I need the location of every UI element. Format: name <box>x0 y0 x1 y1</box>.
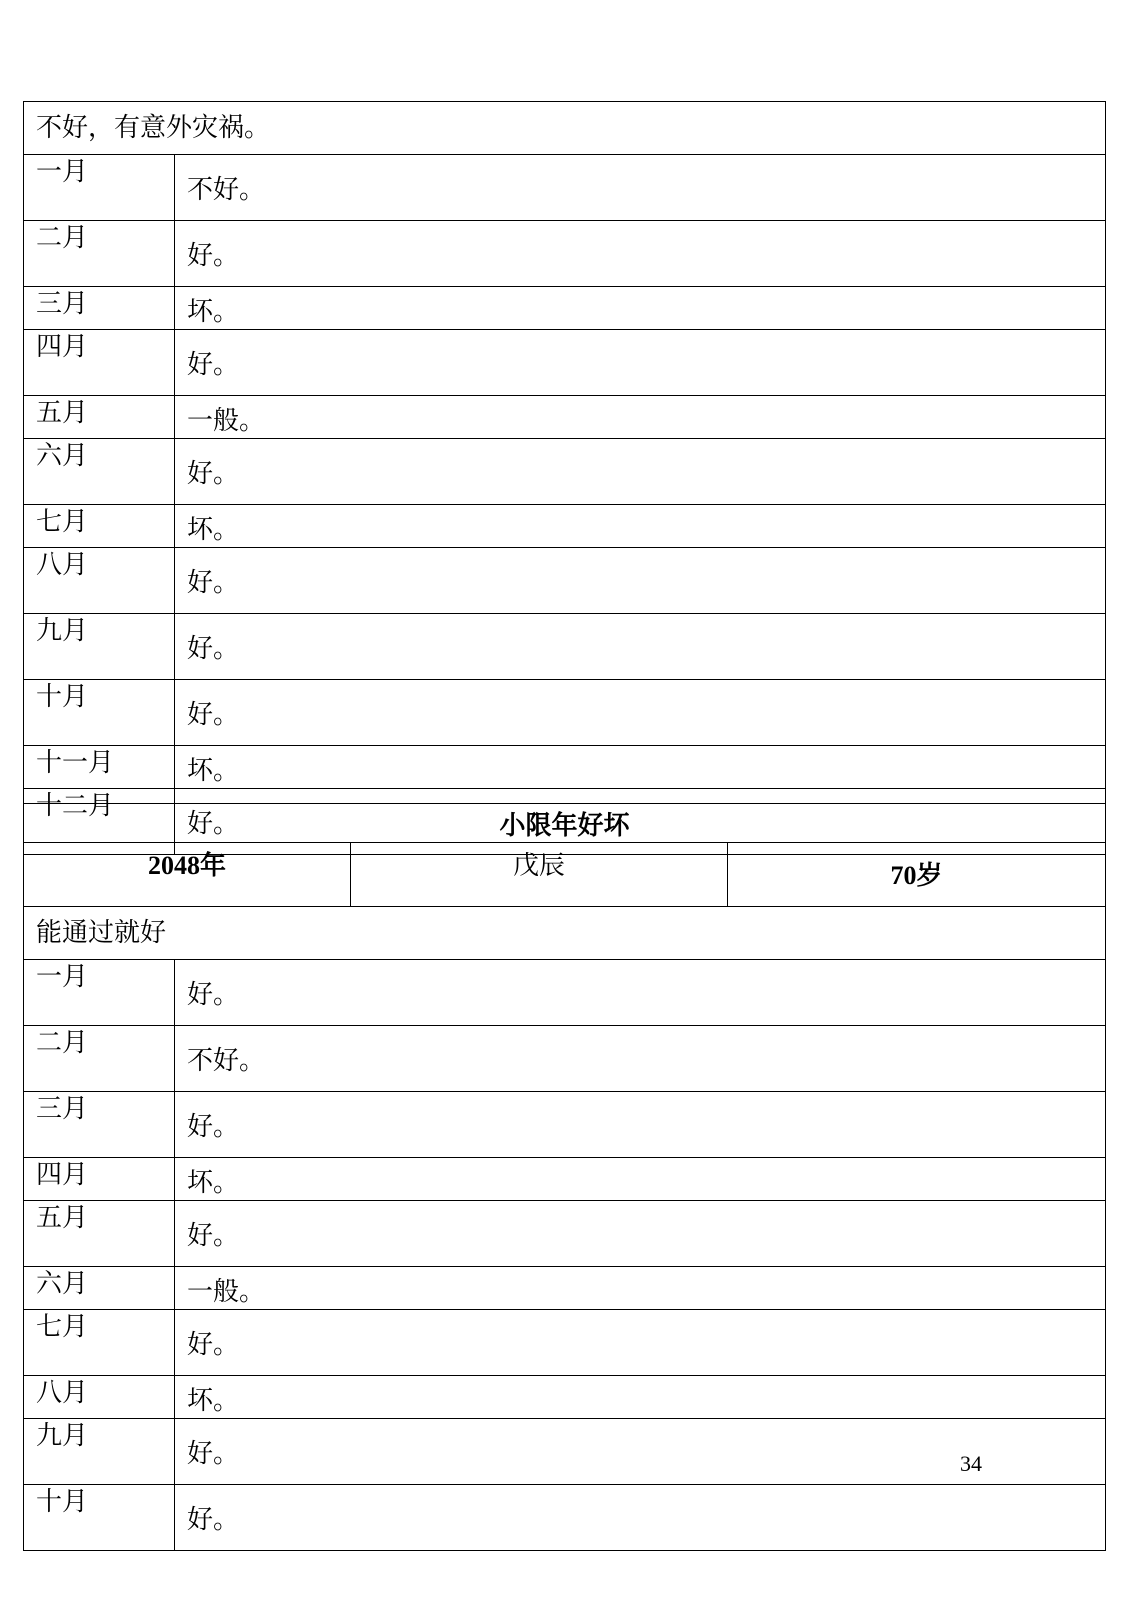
table-row <box>24 505 1106 548</box>
month-fortune: 坏。 <box>175 505 1106 548</box>
table-row <box>24 330 1106 396</box>
table-row <box>24 1419 1106 1485</box>
month-fortune: 好。 <box>175 1485 1106 1551</box>
month-label: 二月 <box>24 1026 175 1092</box>
table-row <box>24 960 1106 1026</box>
table-row <box>24 1201 1106 1267</box>
month-fortune: 好。 <box>175 1419 1106 1485</box>
month-fortune: 坏。 <box>175 287 1106 330</box>
table-row <box>24 287 1106 330</box>
summary-row <box>24 907 1106 960</box>
month-label: 五月 <box>24 1201 175 1267</box>
month-fortune: 一般。 <box>175 396 1106 439</box>
month-fortune: 坏。 <box>175 746 1106 789</box>
month-fortune: 不好。 <box>175 155 1106 221</box>
table-row <box>24 1026 1106 1092</box>
month-label: 三月 <box>24 287 175 330</box>
month-label: 六月 <box>24 1267 175 1310</box>
month-label: 二月 <box>24 221 175 287</box>
age-label: 70岁 <box>728 843 1106 907</box>
month-label: 十二月 <box>24 789 175 855</box>
table-row <box>24 1158 1106 1201</box>
month-label: 七月 <box>24 505 175 548</box>
table-row <box>24 1092 1106 1158</box>
summary-row <box>24 102 1106 155</box>
month-fortune: 好。 <box>175 1310 1106 1376</box>
month-label: 一月 <box>24 960 175 1026</box>
month-label: 八月 <box>24 1376 175 1419</box>
month-label: 五月 <box>24 396 175 439</box>
month-label: 十月 <box>24 1485 175 1551</box>
title-row <box>24 804 1106 843</box>
month-label: 六月 <box>24 439 175 505</box>
table-row <box>24 155 1106 221</box>
page-number: 34 <box>960 1451 982 1476</box>
year-summary: 不好，有意外灾祸。 <box>24 102 1106 155</box>
month-fortune: 好。 <box>175 439 1106 505</box>
table-row <box>24 1485 1106 1551</box>
month-fortune: 好。 <box>175 548 1106 614</box>
month-label: 十一月 <box>24 746 175 789</box>
month-label: 九月 <box>24 614 175 680</box>
table-row <box>24 1310 1106 1376</box>
table-row <box>24 614 1106 680</box>
info-row <box>24 843 1106 907</box>
table-title: 小限年好坏 <box>24 804 1106 843</box>
fortune-table-previous-year <box>23 101 1106 855</box>
table-row <box>24 396 1106 439</box>
table-row <box>24 680 1106 746</box>
table-row <box>24 548 1106 614</box>
month-label: 九月 <box>24 1419 175 1485</box>
month-label: 三月 <box>24 1092 175 1158</box>
month-label: 一月 <box>24 155 175 221</box>
month-label: 四月 <box>24 1158 175 1201</box>
table-row <box>24 746 1106 789</box>
month-fortune: 好。 <box>175 1201 1106 1267</box>
month-fortune: 好。 <box>175 789 1106 855</box>
month-fortune: 好。 <box>175 330 1106 396</box>
table-row <box>24 1376 1106 1419</box>
month-label: 七月 <box>24 1310 175 1376</box>
month-fortune: 好。 <box>175 614 1106 680</box>
month-fortune: 一般。 <box>175 1267 1106 1310</box>
month-label: 十月 <box>24 680 175 746</box>
month-fortune: 好。 <box>175 960 1106 1026</box>
year-label: 2048年 <box>24 843 351 907</box>
month-label: 八月 <box>24 548 175 614</box>
month-fortune: 不好。 <box>175 1026 1106 1092</box>
ganzhi-label: 戊辰 <box>351 843 728 907</box>
month-label: 四月 <box>24 330 175 396</box>
month-fortune: 好。 <box>175 1092 1106 1158</box>
table-row <box>24 221 1106 287</box>
fortune-table-2048 <box>23 803 1106 1551</box>
month-fortune: 坏。 <box>175 1158 1106 1201</box>
month-fortune: 好。 <box>175 221 1106 287</box>
table-row <box>24 1267 1106 1310</box>
year-summary: 能通过就好 <box>24 907 1106 960</box>
month-fortune: 坏。 <box>175 1376 1106 1419</box>
month-fortune: 好。 <box>175 680 1106 746</box>
table-row <box>24 439 1106 505</box>
